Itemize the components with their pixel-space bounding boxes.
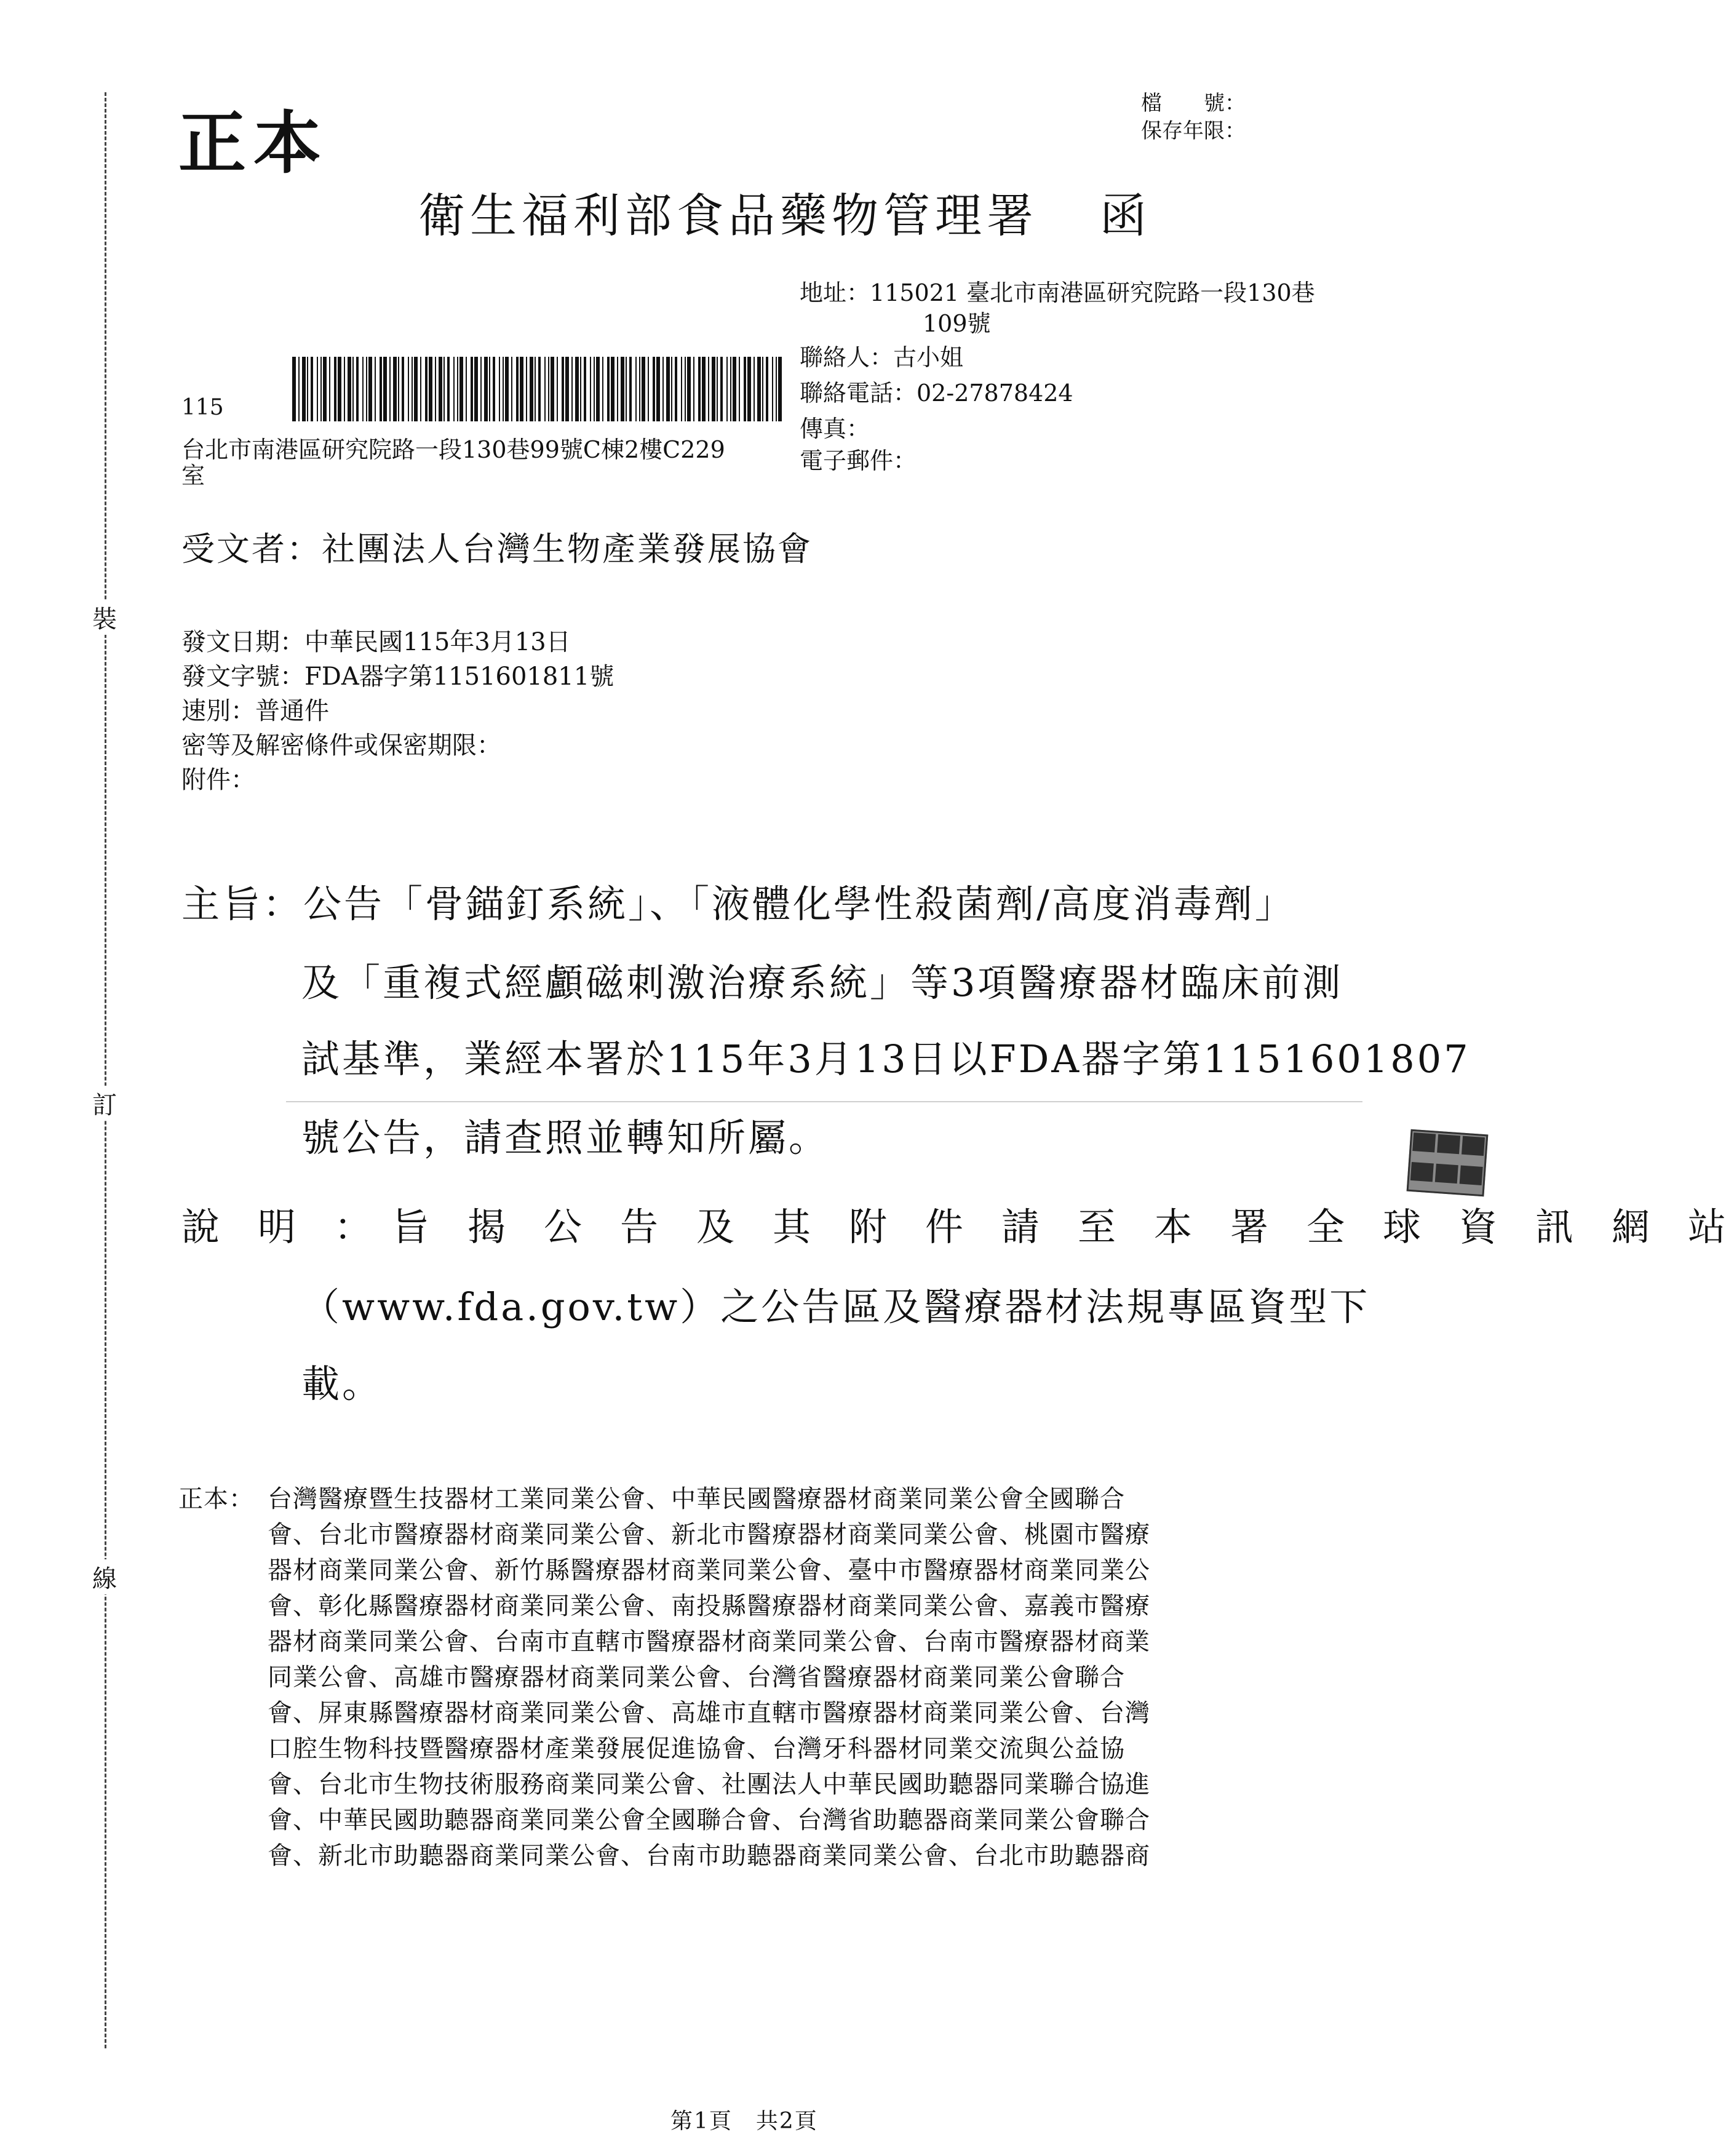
cc-line: 同業公會、高雄市醫療器材商業同業公會、台灣省醫療器材商業同業公會聯合 xyxy=(268,1663,1125,1692)
sender-email: 電子郵件： xyxy=(800,447,917,474)
document-number: 發文字號：FDA器字第1151601811號 xyxy=(181,662,614,691)
subject-line-3: 試基準，業經本署於115年3月13日以FDA器字第1151601807 xyxy=(301,1036,1471,1081)
cc-line: 口腔生物科技暨醫療器材產業發展促進協會、台灣牙科器材同業交流與公益協 xyxy=(268,1735,1125,1763)
binding-mark-bottom: 線 xyxy=(92,1559,117,1594)
binding-mark-middle: 訂 xyxy=(92,1086,117,1121)
scan-rule xyxy=(286,1101,1362,1102)
seal-stamp xyxy=(1407,1129,1489,1197)
sender-phone: 聯絡電話：02-27878424 xyxy=(800,380,1073,407)
cc-label: 正本： xyxy=(178,1485,254,1513)
subject-line-1: 主旨：公告「骨錨釘系統」、「液體化學性殺菌劑/高度消毒劑」 xyxy=(181,881,1295,926)
cc-line: 會、台北市生物技術服務商業同業公會、社團法人中華民國助聽器同業聯合協進 xyxy=(268,1770,1150,1799)
mailing-address-cont: 室 xyxy=(181,462,205,489)
cc-line: 會、台北市醫療器材商業同業公會、新北市醫療器材商業同業公會、桃園市醫療 xyxy=(268,1521,1150,1549)
sender-address: 地址：115021 臺北市南港區研究院路一段130巷 xyxy=(800,279,1315,306)
cc-line: 會、新北市助聽器商業同業公會、台南市助聽器商業同業公會、台北市助聽器商 xyxy=(268,1842,1150,1870)
explanation-line-2: （www.fda.gov.tw）之公告區及醫療器材法規專區資型下 xyxy=(301,1284,1370,1329)
postal-code: 115 xyxy=(181,395,224,420)
recipient: 受文者：社團法人台灣生物產業發展協會 xyxy=(181,530,813,568)
retention-label: 保存年限： xyxy=(1141,119,1246,143)
cc-line: 會、屏東縣醫療器材商業同業公會、高雄市直轄市醫療器材商業同業公會、台灣 xyxy=(268,1699,1150,1727)
sender-contact: 聯絡人：古小姐 xyxy=(800,344,964,371)
delivery-speed: 速別：普通件 xyxy=(181,697,329,725)
binding-dashed-line xyxy=(105,92,106,2048)
cc-line: 器材商業同業公會、新竹縣醫療器材商業同業公會、臺中市醫療器材商業同業公 xyxy=(268,1556,1150,1585)
cc-line: 會、中華民國助聽器商業同業公會全國聯合會、台灣省助聽器商業同業公會聯合 xyxy=(268,1806,1150,1834)
attachments: 附件： xyxy=(181,766,255,794)
issue-date: 發文日期：中華民國115年3月13日 xyxy=(181,628,571,656)
mailing-address: 台北市南港區研究院路一段130巷99號C棟2樓C229 xyxy=(181,436,725,463)
page-number: 第1頁 共2頁 xyxy=(670,2109,818,2134)
document-type: 函 xyxy=(1100,188,1151,243)
copy-mark: 正本 xyxy=(178,103,328,183)
file-number-label: 檔 號： xyxy=(1141,91,1246,116)
cc-line: 器材商業同業公會、台南市直轄市醫療器材商業同業公會、台南市醫療器材商業 xyxy=(268,1628,1150,1656)
explanation-line-1: 說 明 ： 旨 揭 公 告 及 其 附 件 請 至 本 署 全 球 資 訊 網 站 xyxy=(181,1204,1726,1249)
explanation-line-3: 載。 xyxy=(301,1361,383,1406)
agency-name: 衛生福利部食品藥物管理署 xyxy=(418,188,1038,243)
subject-line-4: 號公告，請查照並轉知所屬。 xyxy=(301,1115,830,1160)
cc-line: 台灣醫療暨生技器材工業同業公會、中華民國醫療器材商業同業公會全國聯合 xyxy=(268,1485,1125,1513)
subject-line-2: 及「重複式經顱磁刺激治療系統」等3項醫療器材臨床前測 xyxy=(301,960,1343,1005)
agency-title xyxy=(418,178,1151,245)
secrecy-level: 密等及解密條件或保密期限： xyxy=(181,731,501,760)
sender-address-cont: 109號 xyxy=(923,310,991,337)
postal-barcode xyxy=(292,357,787,421)
sender-fax: 傳真： xyxy=(800,415,870,442)
cc-line: 會、彰化縣醫療器材商業同業公會、南投縣醫療器材商業同業公會、嘉義市醫療 xyxy=(268,1592,1150,1620)
binding-mark-top: 裝 xyxy=(92,600,117,635)
